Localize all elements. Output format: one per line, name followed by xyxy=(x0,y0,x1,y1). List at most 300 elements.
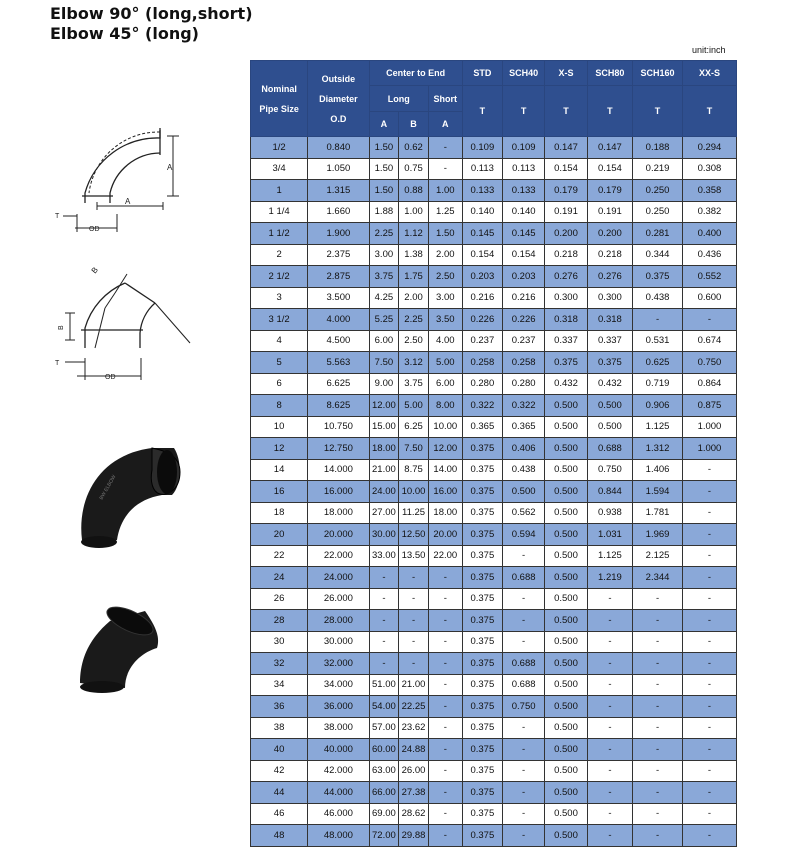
table-cell: 0.375 xyxy=(545,352,587,374)
table-cell: 0.308 xyxy=(682,158,736,180)
table-cell: 0.200 xyxy=(545,223,587,245)
header-t-sch80: T xyxy=(587,86,633,137)
elbow-stamp-text: BW ELBOW xyxy=(98,474,118,501)
table-cell: - xyxy=(682,760,736,782)
table-cell: 48 xyxy=(251,825,308,847)
table-cell: 40 xyxy=(251,739,308,761)
table-cell: 0.500 xyxy=(545,739,587,761)
table-cell: - xyxy=(399,567,429,589)
table-cell: - xyxy=(682,524,736,546)
table-cell: 0.375 xyxy=(462,610,502,632)
table-cell: 0.188 xyxy=(633,137,683,159)
table-cell: - xyxy=(682,588,736,610)
table-cell: 0.300 xyxy=(545,287,587,309)
table-cell: 3.75 xyxy=(369,266,399,288)
table-cell: - xyxy=(502,588,544,610)
table-cell: 2.25 xyxy=(399,309,429,331)
table-cell: 0.375 xyxy=(462,481,502,503)
table-cell: 0.938 xyxy=(587,502,633,524)
table-cell: 0.140 xyxy=(502,201,544,223)
table-cell: - xyxy=(633,803,683,825)
table-cell: 2.875 xyxy=(308,266,369,288)
table-cell: 16.000 xyxy=(308,481,369,503)
table-cell: - xyxy=(682,309,736,331)
table-cell: - xyxy=(633,825,683,847)
table-cell: 0.133 xyxy=(502,180,544,202)
table-cell: 20.00 xyxy=(428,524,462,546)
elbow-dimension-table xyxy=(250,60,737,847)
header-t-std: T xyxy=(462,86,502,137)
table-cell: 28.000 xyxy=(308,610,369,632)
table-cell: 44.000 xyxy=(308,782,369,804)
table-cell: - xyxy=(682,567,736,589)
table-cell: 0.500 xyxy=(502,481,544,503)
table-cell: 5.00 xyxy=(428,352,462,374)
table-cell: 0.318 xyxy=(545,309,587,331)
table-cell: - xyxy=(587,760,633,782)
table-cell: - xyxy=(428,567,462,589)
table-cell: 0.375 xyxy=(462,760,502,782)
table-cell: 23.62 xyxy=(399,717,429,739)
table-cell: 3.00 xyxy=(369,244,399,266)
table-row xyxy=(251,481,737,503)
header-long-a: A xyxy=(369,112,399,137)
table-cell: 0.375 xyxy=(462,674,502,696)
table-cell: - xyxy=(587,782,633,804)
table-cell: 0.844 xyxy=(587,481,633,503)
table-cell: 36 xyxy=(251,696,308,718)
table-cell: - xyxy=(587,696,633,718)
table-row xyxy=(251,180,737,202)
dim-b-label: B xyxy=(89,265,100,276)
table-cell: 0.375 xyxy=(462,653,502,675)
table-cell: 0.500 xyxy=(587,395,633,417)
table-cell: 0.400 xyxy=(682,223,736,245)
table-cell: 2.00 xyxy=(399,287,429,309)
unit-label: unit:inch xyxy=(692,45,726,55)
table-cell: 0.500 xyxy=(545,803,587,825)
table-cell: - xyxy=(587,739,633,761)
table-cell: 0.365 xyxy=(462,416,502,438)
table-row xyxy=(251,287,737,309)
table-cell: 30 xyxy=(251,631,308,653)
table-cell: 0.300 xyxy=(587,287,633,309)
table-cell: 48.000 xyxy=(308,825,369,847)
table-cell: 0.500 xyxy=(545,502,587,524)
table-cell: 0.133 xyxy=(462,180,502,202)
table-cell: 3.75 xyxy=(399,373,429,395)
table-cell: 1 1/4 xyxy=(251,201,308,223)
table-cell: 0.600 xyxy=(682,287,736,309)
table-cell: 40.000 xyxy=(308,739,369,761)
table-cell: 0.562 xyxy=(502,502,544,524)
dim-od-label-45: OD xyxy=(105,374,116,381)
table-cell: 34 xyxy=(251,674,308,696)
table-cell: 6.625 xyxy=(308,373,369,395)
table-cell: 3.500 xyxy=(308,287,369,309)
header-short-a: A xyxy=(428,112,462,137)
table-cell: - xyxy=(369,610,399,632)
table-cell: 0.500 xyxy=(545,610,587,632)
table-cell: 4.25 xyxy=(369,287,399,309)
table-cell: 0.500 xyxy=(545,782,587,804)
table-cell: 0.438 xyxy=(633,287,683,309)
table-cell: 1.00 xyxy=(428,180,462,202)
table-cell: - xyxy=(428,610,462,632)
table-cell: 1.75 xyxy=(399,266,429,288)
table-cell: 3.50 xyxy=(428,309,462,331)
table-cell: 0.154 xyxy=(502,244,544,266)
table-cell: 0.375 xyxy=(462,739,502,761)
table-cell: 22.000 xyxy=(308,545,369,567)
table-cell: - xyxy=(633,674,683,696)
table-cell: 0.375 xyxy=(462,524,502,546)
table-cell: 0.500 xyxy=(545,674,587,696)
header-xs: X-S xyxy=(545,61,587,86)
table-row xyxy=(251,137,737,159)
table-cell: 0.280 xyxy=(462,373,502,395)
table-cell: 46 xyxy=(251,803,308,825)
header-sch40: SCH40 xyxy=(502,61,544,86)
table-cell: 1.969 xyxy=(633,524,683,546)
table-cell: 1.312 xyxy=(633,438,683,460)
table-cell: 0.674 xyxy=(682,330,736,352)
table-cell: 1.125 xyxy=(587,545,633,567)
table-cell: 0.750 xyxy=(587,459,633,481)
table-cell: 0.406 xyxy=(502,438,544,460)
table-cell: 0.375 xyxy=(462,717,502,739)
header-std: STD xyxy=(462,61,502,86)
table-cell: 0.531 xyxy=(633,330,683,352)
table-cell: 3.12 xyxy=(399,352,429,374)
table-cell: - xyxy=(633,588,683,610)
table-cell: - xyxy=(428,760,462,782)
table-row xyxy=(251,266,737,288)
table-cell: - xyxy=(502,545,544,567)
table-cell: 0.500 xyxy=(545,631,587,653)
table-cell: 0.62 xyxy=(399,137,429,159)
table-row xyxy=(251,760,737,782)
table-cell: 0.375 xyxy=(462,588,502,610)
table-cell: 0.375 xyxy=(462,631,502,653)
table-cell: 27.38 xyxy=(399,782,429,804)
table-row xyxy=(251,459,737,481)
table-cell: 1.38 xyxy=(399,244,429,266)
table-cell: 1.50 xyxy=(369,158,399,180)
table-row xyxy=(251,717,737,739)
table-cell: 12.00 xyxy=(428,438,462,460)
table-cell: 1.031 xyxy=(587,524,633,546)
table-cell: 6.00 xyxy=(428,373,462,395)
table-cell: - xyxy=(682,674,736,696)
table-cell: 18.00 xyxy=(369,438,399,460)
table-cell: 0.75 xyxy=(399,158,429,180)
table-cell: 44 xyxy=(251,782,308,804)
table-cell: 0.337 xyxy=(587,330,633,352)
dim-b-label-vertical: B xyxy=(58,325,65,330)
table-cell: 1.12 xyxy=(399,223,429,245)
table-cell: 1.88 xyxy=(369,201,399,223)
table-cell: 33.00 xyxy=(369,545,399,567)
table-cell: - xyxy=(369,653,399,675)
table-cell: - xyxy=(502,610,544,632)
table-cell: 2.344 xyxy=(633,567,683,589)
table-cell: 21.00 xyxy=(369,459,399,481)
table-cell: 0.322 xyxy=(502,395,544,417)
table-row xyxy=(251,567,737,589)
table-cell: 3.00 xyxy=(428,287,462,309)
table-cell: 5.00 xyxy=(399,395,429,417)
table-cell: 0.375 xyxy=(462,567,502,589)
table-row xyxy=(251,502,737,524)
table-cell: 14.00 xyxy=(428,459,462,481)
table-cell: 20.000 xyxy=(308,524,369,546)
table-cell: 0.500 xyxy=(545,481,587,503)
table-cell: 26.00 xyxy=(399,760,429,782)
table-cell: 0.281 xyxy=(633,223,683,245)
table-cell: - xyxy=(369,631,399,653)
table-cell: 1 1/2 xyxy=(251,223,308,245)
table-cell: 0.218 xyxy=(545,244,587,266)
table-cell: - xyxy=(399,588,429,610)
table-cell: - xyxy=(369,567,399,589)
table-cell: 0.552 xyxy=(682,266,736,288)
table-cell: 2 1/2 xyxy=(251,266,308,288)
table-cell: - xyxy=(633,739,683,761)
table-cell: 0.688 xyxy=(587,438,633,460)
table-cell: 0.500 xyxy=(545,717,587,739)
table-cell: 29.88 xyxy=(399,825,429,847)
table-cell: 46.000 xyxy=(308,803,369,825)
table-cell: 0.500 xyxy=(545,825,587,847)
table-cell: 5.563 xyxy=(308,352,369,374)
table-cell: 0.500 xyxy=(545,395,587,417)
table-cell: 8 xyxy=(251,395,308,417)
table-cell: 3/4 xyxy=(251,158,308,180)
table-cell: 0.250 xyxy=(633,201,683,223)
table-cell: 0.750 xyxy=(682,352,736,374)
table-cell: 0.109 xyxy=(462,137,502,159)
table-cell: 13.50 xyxy=(399,545,429,567)
table-cell: - xyxy=(633,631,683,653)
table-cell: 28 xyxy=(251,610,308,632)
table-cell: 0.179 xyxy=(545,180,587,202)
table-cell: 24.88 xyxy=(399,739,429,761)
table-cell: 0.216 xyxy=(502,287,544,309)
table-cell: 0.113 xyxy=(462,158,502,180)
table-cell: 30.00 xyxy=(369,524,399,546)
table-cell: 0.500 xyxy=(587,416,633,438)
table-cell: - xyxy=(682,610,736,632)
table-cell: 18 xyxy=(251,502,308,524)
table-cell: 1.25 xyxy=(428,201,462,223)
table-cell: - xyxy=(682,739,736,761)
table-row xyxy=(251,158,737,180)
table-cell: - xyxy=(633,309,683,331)
header-short: Short xyxy=(428,86,462,112)
table-cell: 0.276 xyxy=(587,266,633,288)
table-cell: - xyxy=(502,717,544,739)
header-long: Long xyxy=(369,86,428,112)
table-cell: - xyxy=(428,825,462,847)
table-cell: 27.00 xyxy=(369,502,399,524)
table-cell: 2.125 xyxy=(633,545,683,567)
table-cell: 1.000 xyxy=(682,438,736,460)
table-row xyxy=(251,739,737,761)
header-t-xs: T xyxy=(545,86,587,137)
elbow-90-photo xyxy=(72,440,187,555)
table-cell: 0.140 xyxy=(462,201,502,223)
header-t-sch160: T xyxy=(633,86,683,137)
table-cell: 8.75 xyxy=(399,459,429,481)
table-cell: 0.216 xyxy=(462,287,502,309)
table-cell: 0.500 xyxy=(545,760,587,782)
table-cell: - xyxy=(633,610,683,632)
table-cell: 1.00 xyxy=(399,201,429,223)
table-cell: 0.145 xyxy=(502,223,544,245)
table-cell: - xyxy=(587,825,633,847)
elbow-45-photo xyxy=(75,603,170,698)
table-cell: 20 xyxy=(251,524,308,546)
table-cell: - xyxy=(399,610,429,632)
table-cell: 0.147 xyxy=(587,137,633,159)
table-cell: 28.62 xyxy=(399,803,429,825)
table-cell: - xyxy=(502,782,544,804)
table-cell: 0.382 xyxy=(682,201,736,223)
table-cell: 0.500 xyxy=(545,416,587,438)
table-cell: 0.237 xyxy=(502,330,544,352)
table-cell: 54.00 xyxy=(369,696,399,718)
header-center-to-end: Center to End xyxy=(369,61,462,86)
table-cell: 0.688 xyxy=(502,653,544,675)
table-cell: 0.200 xyxy=(587,223,633,245)
dim-t-label: T xyxy=(55,213,60,220)
table-cell: - xyxy=(633,696,683,718)
table-cell: 0.226 xyxy=(462,309,502,331)
header-t-sch40: T xyxy=(502,86,544,137)
table-cell: 0.500 xyxy=(545,459,587,481)
table-cell: 1.315 xyxy=(308,180,369,202)
table-cell: 7.50 xyxy=(369,352,399,374)
table-cell: 0.145 xyxy=(462,223,502,245)
table-cell: 10 xyxy=(251,416,308,438)
table-cell: 0.500 xyxy=(545,696,587,718)
table-cell: 30.000 xyxy=(308,631,369,653)
table-cell: 0.154 xyxy=(587,158,633,180)
table-cell: - xyxy=(682,502,736,524)
table-cell: - xyxy=(587,631,633,653)
table-cell: 36.000 xyxy=(308,696,369,718)
table-cell: 1.219 xyxy=(587,567,633,589)
table-cell: 0.500 xyxy=(545,653,587,675)
table-cell: 1.594 xyxy=(633,481,683,503)
table-cell: 0.154 xyxy=(462,244,502,266)
table-cell: 1.781 xyxy=(633,502,683,524)
table-cell: 2.50 xyxy=(428,266,462,288)
table-cell: - xyxy=(502,631,544,653)
table-cell: 22.00 xyxy=(428,545,462,567)
table-cell: 16.00 xyxy=(428,481,462,503)
table-cell: 0.109 xyxy=(502,137,544,159)
table-cell: 72.00 xyxy=(369,825,399,847)
table-cell: 21.00 xyxy=(399,674,429,696)
table-cell: 0.375 xyxy=(633,266,683,288)
table-cell: 0.375 xyxy=(462,696,502,718)
table-cell: - xyxy=(502,803,544,825)
table-cell: - xyxy=(682,782,736,804)
table-cell: 0.322 xyxy=(462,395,502,417)
table-cell: - xyxy=(428,739,462,761)
table-row xyxy=(251,588,737,610)
table-cell: 57.00 xyxy=(369,717,399,739)
table-cell: 0.375 xyxy=(587,352,633,374)
table-cell: 0.219 xyxy=(633,158,683,180)
table-row xyxy=(251,803,737,825)
table-row xyxy=(251,352,737,374)
table-cell: 3 xyxy=(251,287,308,309)
table-cell: 0.906 xyxy=(633,395,683,417)
table-cell: 5 xyxy=(251,352,308,374)
table-row xyxy=(251,524,737,546)
table-cell: 0.625 xyxy=(633,352,683,374)
table-cell: 4 xyxy=(251,330,308,352)
table-cell: 1.000 xyxy=(682,416,736,438)
table-cell: 9.00 xyxy=(369,373,399,395)
table-cell: 0.203 xyxy=(502,266,544,288)
table-cell: 38.000 xyxy=(308,717,369,739)
table-cell: 51.00 xyxy=(369,674,399,696)
table-cell: 22 xyxy=(251,545,308,567)
table-cell: 8.625 xyxy=(308,395,369,417)
table-cell: 12 xyxy=(251,438,308,460)
table-cell: 2.50 xyxy=(399,330,429,352)
elbow-45-drawing xyxy=(55,258,195,383)
table-cell: 0.218 xyxy=(587,244,633,266)
table-cell: 0.280 xyxy=(502,373,544,395)
table-cell: 0.276 xyxy=(545,266,587,288)
table-cell: 0.719 xyxy=(633,373,683,395)
elbow-90-drawing xyxy=(55,118,185,243)
table-cell: 42.000 xyxy=(308,760,369,782)
table-cell: 0.688 xyxy=(502,567,544,589)
table-cell: 26 xyxy=(251,588,308,610)
table-cell: 14.000 xyxy=(308,459,369,481)
table-cell: 0.203 xyxy=(462,266,502,288)
table-cell: 0.226 xyxy=(502,309,544,331)
table-cell: 0.432 xyxy=(587,373,633,395)
dim-od-label: OD xyxy=(89,226,100,233)
table-body xyxy=(251,137,737,847)
table-cell: 6 xyxy=(251,373,308,395)
table-cell: 10.00 xyxy=(428,416,462,438)
table-cell: - xyxy=(682,459,736,481)
table-cell: - xyxy=(682,631,736,653)
table-cell: 0.500 xyxy=(545,524,587,546)
table-row xyxy=(251,610,737,632)
table-cell: 3 1/2 xyxy=(251,309,308,331)
table-row xyxy=(251,438,737,460)
table-cell: 0.294 xyxy=(682,137,736,159)
table-cell: 1.406 xyxy=(633,459,683,481)
table-cell: 18.000 xyxy=(308,502,369,524)
table-cell: 24.00 xyxy=(369,481,399,503)
table-cell: 0.375 xyxy=(462,502,502,524)
table-cell: 0.500 xyxy=(545,588,587,610)
title-elbow-45: Elbow 45° (long) xyxy=(50,24,199,43)
table-cell: 2.375 xyxy=(308,244,369,266)
table-cell: - xyxy=(502,739,544,761)
table-cell: 0.318 xyxy=(587,309,633,331)
